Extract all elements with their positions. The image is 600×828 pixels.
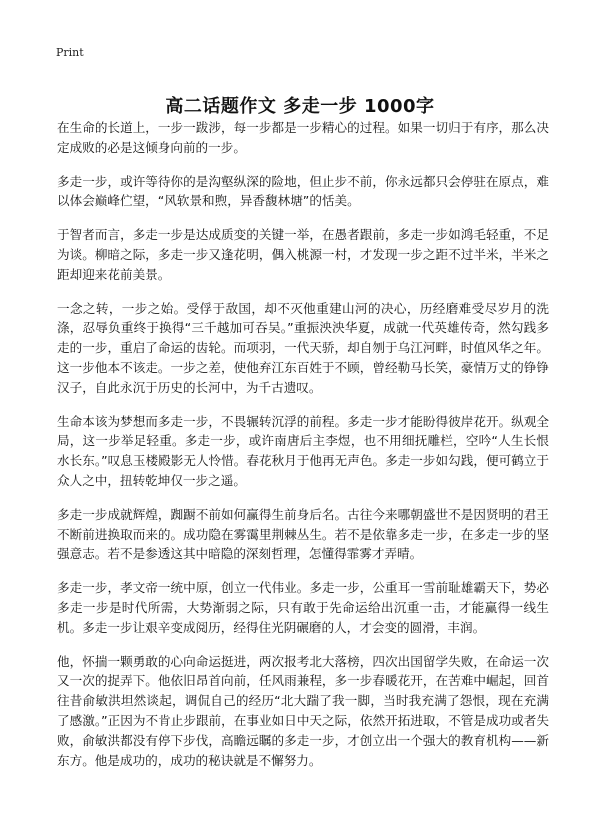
article-paragraph-7: 多走一步，孝文帝一统中原，创立一代伟业。多走一步，公重耳一雪前耻雄霸天下，势必多走一步是时代所需，大势渐弱之际，只有敢于先命运给出沉重一击，才能赢得一线生机。多走一步让艰辛变成阅历，经得住光阴碾磨的人，才会变的圆滑，丰润。 [57,580,549,635]
article-paragraph-6: 多走一步成就辉煌，踟蹰不前如何赢得生前身后名。古往今来哪朝盛世不是因贤明的君王不断前进换取而来的。成功隐在雾霭里荆棘丛生。若不是依靠多走一步，在多走一步的坚强意志。若不是参透这其中暗隐的深刻哲理，怎懂得霏雾才弄晴。 [57,506,549,562]
article-paragraph-5: 生命本该为梦想而多走一步，不畏辗转沉浮的前程。多走一步才能盼得彼岸花开。纵观全局，这一步举足轻重。多走一步，或许南唐后主李煜，也不用细抚雕栏，空吟“人生长恨水长东。”叹息玉楼殿影无人怜惜。春花秋月于他再无声色。多走一步如勾践，便可鹤立于众人之中，扭转乾坤仅一步之遥。 [57,413,549,488]
article-paragraph-4: 一念之转，一步之始。受俘于敌国，却不灭他重建山河的决心，历经磨难受尽岁月的洗涤，忍辱负重终于换得“三千越加可吞吴。”重振泱泱华夏，成就一代英雄传奇，然勾践多走的一步，重启了命运的齿轮。而项羽，一代天骄，却自刎于乌江河畔，时值风华之年。这一步他本不该走。一步之差，使他弃江东百姓于不顾，曾经勒马长笑，豪情万丈的铮铮汉子，自此永沉于历史的长河中，为千古遗叹。 [57,300,549,395]
article-title: 高二话题作文 多走一步 1000字 [165,96,435,118]
article-paragraph-2: 多走一步，或许等待你的是沟壑纵深的险地，但止步不前，你永远都只会停驻在原点，难以体会巅峰伫望，“风软景和煦，异香馥林塘”的恬美。 [57,173,549,209]
article-paragraph-3: 于智者而言，多走一步是达成质变的关键一举，在愚者跟前，多走一步如鸿毛轻重，不足为谈。柳暗之际，多走一步又逢花明，偶入桃源一村，才发现一步之距不过半米，半米之距却迎来花前美景。 [57,227,549,282]
article-paragraph-8: 他，怀揣一颗勇敢的心向命运挺进，两次报考北大落榜，四次出国留学失败，在命运一次又一次的捉弄下。他依旧昂首向前，任风雨兼程，多一步春暖花开，在苦难中崛起，回首往昔俞敏洪坦然谈起，调侃自己的经历“北大踹了我一脚，当时我充满了怨恨，现在充满了感激。”正因为不肯止步跟前，在事业如日中天之际，依然开拓进取，不管是成功或者失败，俞敏洪都没有停下步伐，高瞻远瞩的多走一步，才创立出一个强大的教育机构——新东方。他是成功的，成功的秘诀就是不懈努力。 [57,653,549,768]
print-link[interactable]: Print [56,46,84,59]
article-body [57,118,549,784]
article-paragraph-1: 在生命的长道上，一步一跋涉，每一步都是一步精心的过程。如果一切归于有序，那么决定成败的必是这倾身向前的一步。 [57,120,549,155]
